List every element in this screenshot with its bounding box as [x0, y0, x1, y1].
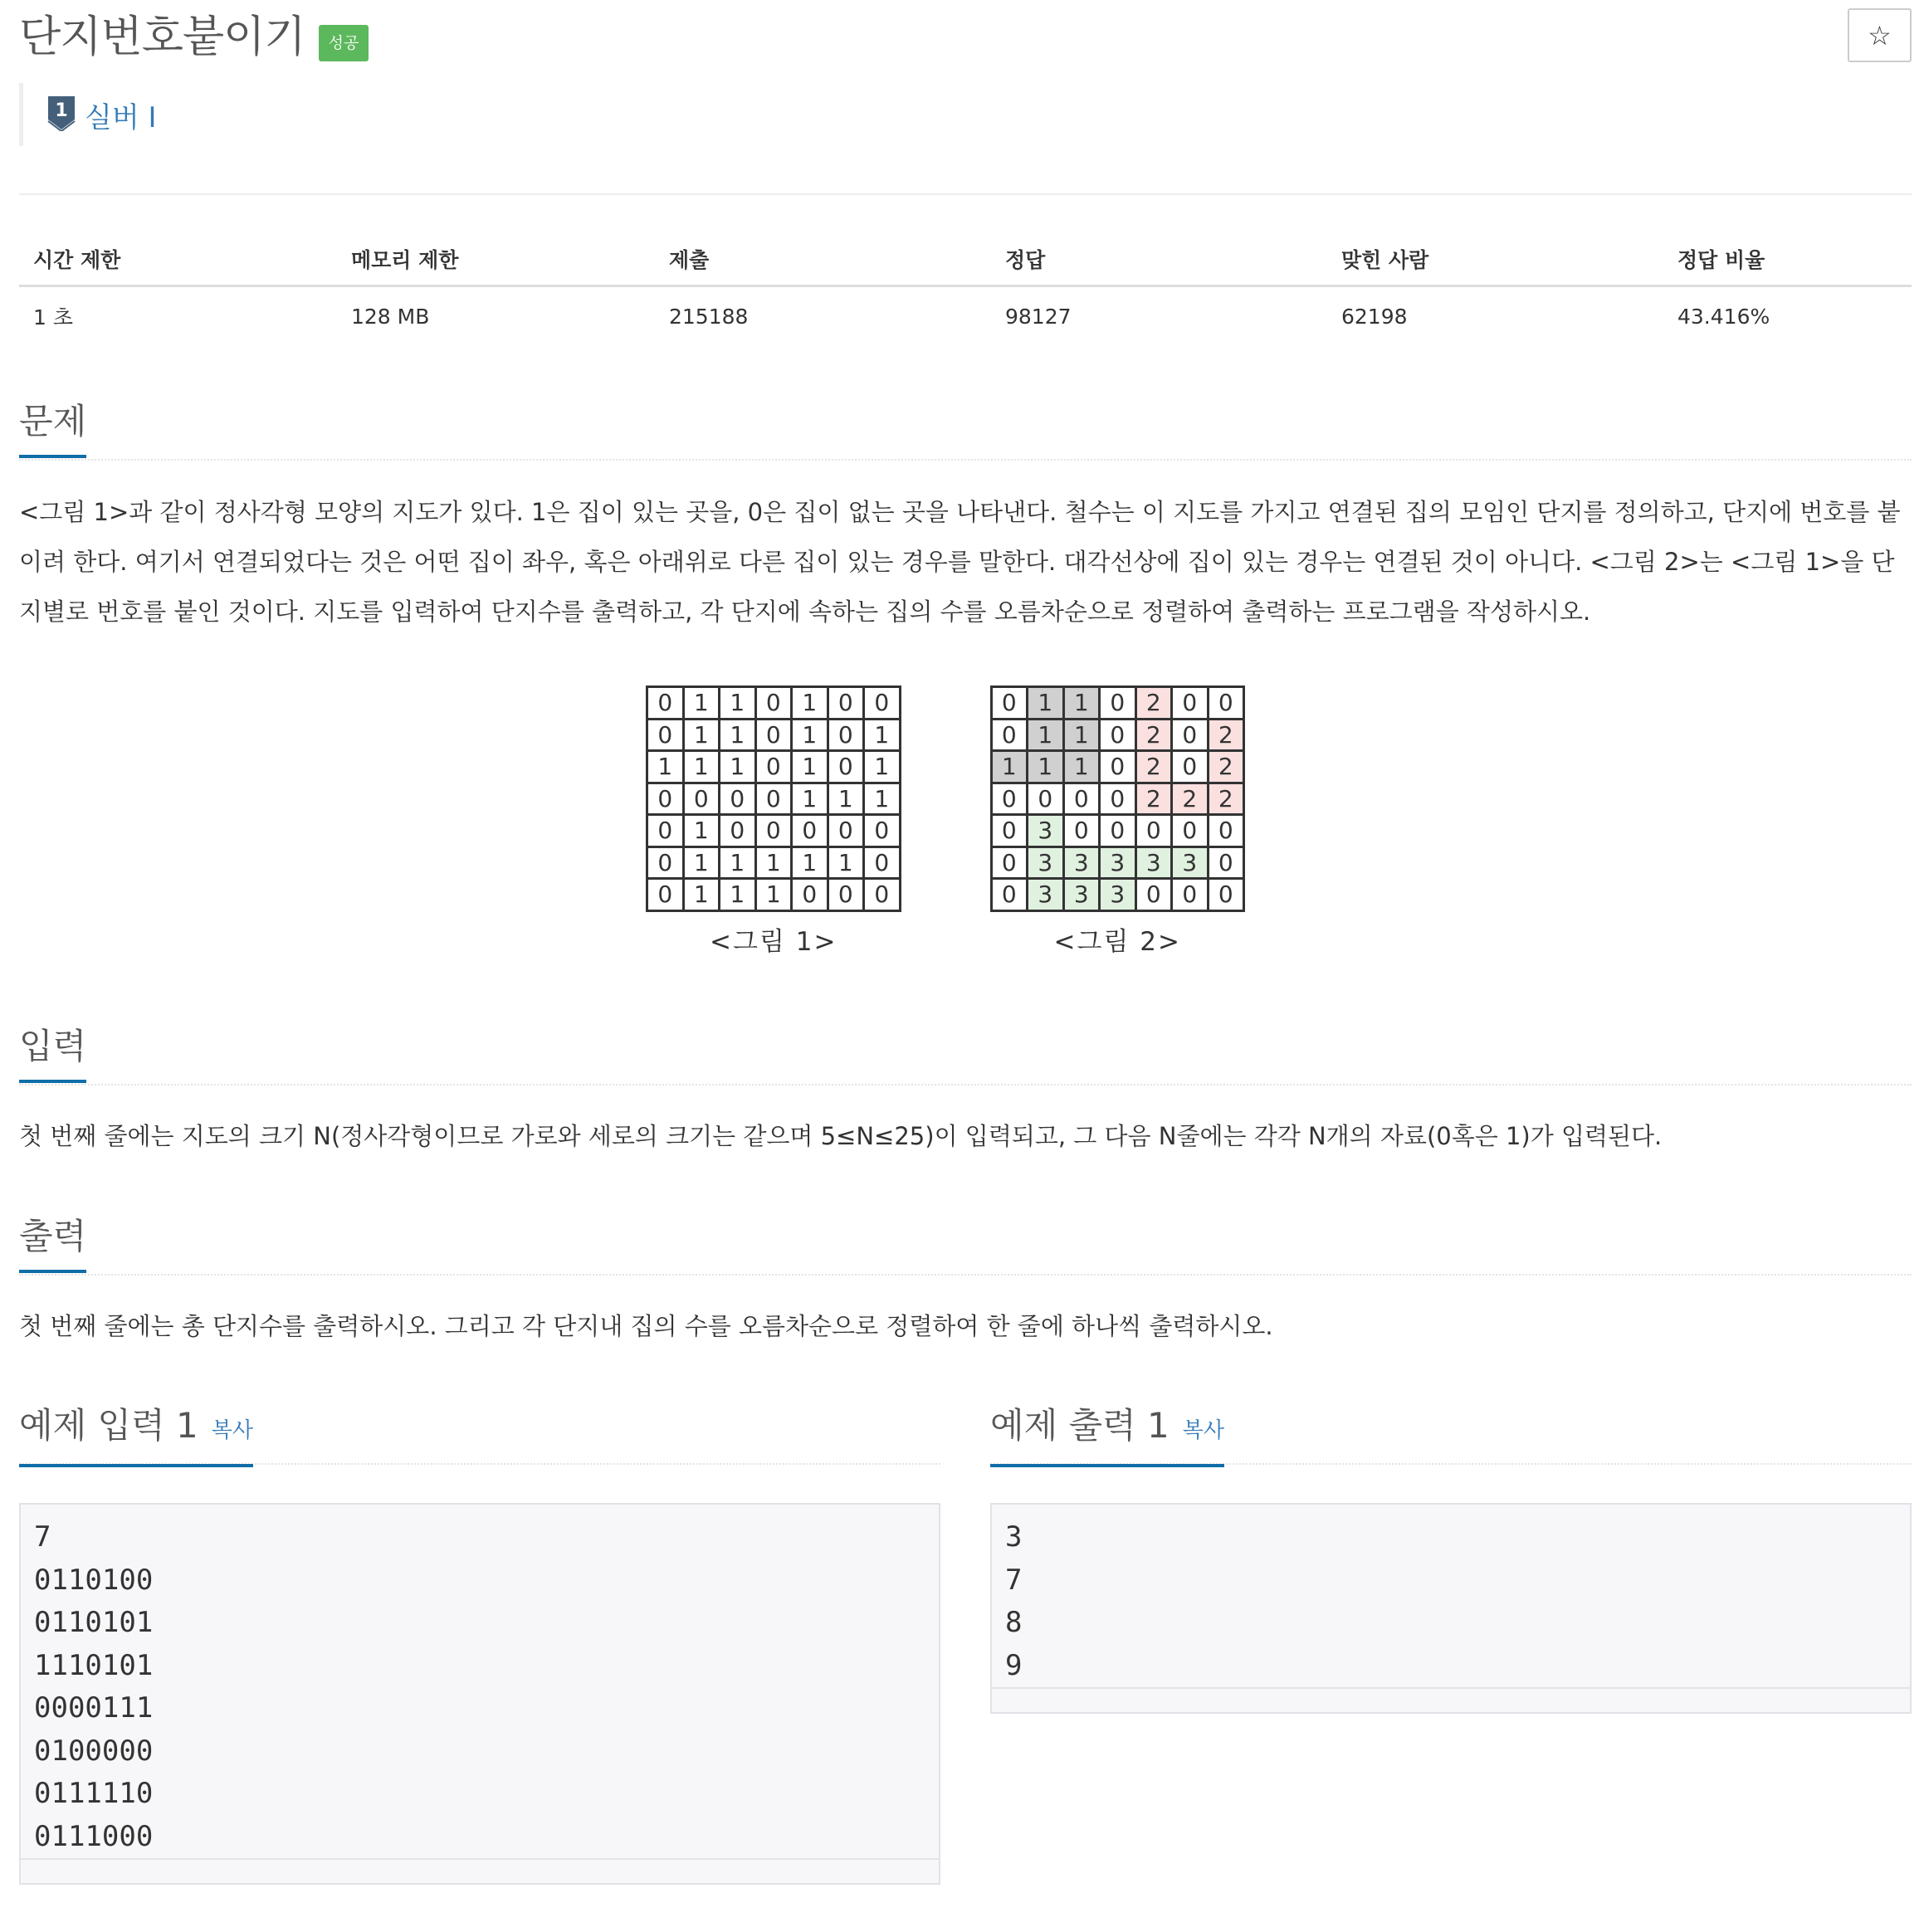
- figure-1-cell-row-cell: 1: [720, 687, 756, 720]
- figure-1-cell-row-cell: 0: [864, 846, 901, 879]
- figure-1-cell-row-cell: 0: [755, 815, 792, 847]
- figure-2-cell-row-cell: 0: [1028, 783, 1064, 815]
- figure-2-cell-row-cell: 1: [1028, 687, 1064, 720]
- figure-1-cell-row-cell: 0: [683, 783, 720, 815]
- figure-1-cell-row-cell: 1: [683, 687, 720, 720]
- figure-1-cell-row-cell: 1: [792, 783, 828, 815]
- figure-2-cell-row-cell: 0: [1063, 783, 1100, 815]
- figure-2-cell-row-cell: 0: [1208, 879, 1244, 911]
- figure-2-cell-row-cell: 2: [1208, 751, 1244, 783]
- figure-2-cell-row-cell: 0: [1063, 815, 1100, 847]
- star-icon: ☆: [1868, 19, 1892, 51]
- figure-1-cell-row-cell: 1: [683, 719, 720, 751]
- figure-1-cell-row-cell: 0: [792, 879, 828, 911]
- figure-1-cell-row-cell: 0: [792, 815, 828, 847]
- figure-2-cell-row-row: [991, 687, 1244, 720]
- figure-1-cell-row-cell: 1: [792, 751, 828, 783]
- sample-output-scrollbar[interactable]: [992, 1687, 1910, 1712]
- figure-1-cell-row-cell: 1: [864, 751, 901, 783]
- figure-2-cell-row-cell: 1: [1063, 687, 1100, 720]
- sample-output-section: [990, 1398, 1912, 1714]
- copy-sample-output-button[interactable]: 복사: [1182, 1418, 1224, 1443]
- figure-2-cell-row-cell: 2: [1208, 719, 1244, 751]
- output-heading: 출력: [19, 1209, 86, 1273]
- stats-header-accepted: 정답: [991, 232, 1327, 286]
- figure-1-cell-row-row: [647, 719, 901, 751]
- figure-1-cell-row-cell: 1: [720, 879, 756, 911]
- stats-header-memory-limit: 메모리 제한: [337, 232, 655, 286]
- figure-2-cell-row-cell: 0: [991, 879, 1028, 911]
- figure-2-cell-row-cell: 2: [1135, 783, 1172, 815]
- problem-section: [19, 394, 1912, 637]
- silver-tier-icon: [46, 95, 76, 134]
- stats-value-memory-limit: 128 MB: [351, 304, 430, 329]
- figure-1-cell-row-row: [647, 846, 901, 879]
- figure-1-cell-row-cell: 0: [828, 719, 864, 751]
- figure-2-cell-row-cell: 0: [991, 687, 1028, 720]
- figure-2-cell-row-cell: 1: [991, 751, 1028, 783]
- figure-1-cell-row-cell: 0: [647, 879, 684, 911]
- problem-description: <그림 1>과 같이 정사각형 모양의 지도가 있다. 1은 집이 있는 곳을, 0은 집이 없는 곳을 나타낸다. 철수는 이 지도를 가지고 연결된 집의 모임인 단지를 정의하고, 단지에 번호를 붙이려 한다. 여기서 연결되었다는 것은 어떤 집이 좌우, 혹은 아래위로 다른 집이 있는 경우를 말한다. 대각선상에 집이 있는 경우는 연결된 것이 아니다. <그림 2>는 <그림 1>을 단지별로 번호를 붙인 것이다. 지도를 입력하여 단지수를 출력하고, 각 단지에 속하는 집의 수를 오름차순으로 정렬하여 출력하는 프로그램을 작성하시오.: [19, 498, 1901, 626]
- figure-1-cell-row-cell: 0: [720, 783, 756, 815]
- figure-1-cell-row-cell: 0: [864, 687, 901, 720]
- stats-value-accepted[interactable]: 98127: [1005, 304, 1072, 329]
- figure-2-cell-row-cell: 0: [1172, 815, 1209, 847]
- figure-1-cell-row-cell: 0: [647, 815, 684, 847]
- figure-2-cell-row-cell: 3: [1028, 846, 1064, 879]
- figure-2-cell-row-row: [991, 846, 1244, 879]
- figure-2-cell-row-cell: 2: [1172, 783, 1209, 815]
- figure-1-cell-row-cell: 1: [792, 846, 828, 879]
- sample-input-text: 7 0110100 0110101 1110101 0000111 0100000 0111110 0111000: [34, 1520, 154, 1853]
- divider: [19, 193, 1912, 195]
- figure-2-cell-row-cell: 0: [1208, 846, 1244, 879]
- figure-1-cell-row-cell: 0: [828, 751, 864, 783]
- figure-1-cell-row-cell: 0: [755, 751, 792, 783]
- sample-input-headline: [19, 1398, 940, 1465]
- input-heading: 입력: [19, 1019, 86, 1083]
- figure-2: [990, 685, 1246, 958]
- sample-output-headline: [990, 1398, 1912, 1465]
- stats-value-ratio: 43.416%: [1677, 304, 1770, 329]
- figure-1-cell-row-row: [647, 783, 901, 815]
- figure-2-cell-row-cell: 1: [1028, 719, 1064, 751]
- figure-1-cell-row-row: [647, 815, 901, 847]
- figure-1-cell-row-cell: 1: [647, 751, 684, 783]
- figure-1-cell-row-cell: 1: [792, 687, 828, 720]
- figure-2-cell-row-cell: 2: [1135, 751, 1172, 783]
- figure-1-cell-row-cell: 1: [828, 846, 864, 879]
- figure-2-cell-row-cell: 0: [1208, 687, 1244, 720]
- figure-1-cell-row-cell: 1: [828, 783, 864, 815]
- sample-input-title: 예제 입력 1: [19, 1405, 198, 1446]
- figure-2-cell-row-cell: 1: [1063, 751, 1100, 783]
- figure-1-cell-row-cell: 0: [720, 815, 756, 847]
- figure-1-cell-row-cell: 0: [647, 846, 684, 879]
- figure-2-cell-row-cell: 0: [1100, 687, 1136, 720]
- figure-2-cell-row-cell: 0: [1100, 783, 1136, 815]
- figure-2-cell-row-cell: 2: [1208, 783, 1244, 815]
- figure-1-cell-row-cell: 1: [755, 879, 792, 911]
- figure-1-cell-row-cell: 0: [755, 687, 792, 720]
- input-description: 첫 번째 줄에는 지도의 크기 N(정사각형이므로 가로와 세로의 크기는 같으며 5≤N≤25)이 입력되고, 그 다음 N줄에는 각각 N개의 자료(0혹은 1)가 입력된다.: [19, 1122, 1663, 1150]
- figure-2-cell-row-cell: 0: [991, 783, 1028, 815]
- figure-1-grid: [646, 685, 901, 912]
- figure-2-cell-row-cell: 3: [1063, 879, 1100, 911]
- sample-input-heading: [19, 1398, 253, 1467]
- sample-input-box[interactable]: [19, 1503, 940, 1885]
- figure-2-cell-row-row: [991, 719, 1244, 751]
- figure-2-cell-row-cell: 2: [1135, 719, 1172, 751]
- figure-2-cell-row-row: [991, 879, 1244, 911]
- sample-output-text: 3 7 8 9: [1005, 1520, 1023, 1682]
- problem-heading: 문제: [19, 394, 86, 458]
- tier-icon-number: 1: [55, 100, 68, 121]
- figure-2-cell-row-cell: 3: [1063, 846, 1100, 879]
- page-title: 단지번호붙이기: [19, 12, 305, 62]
- figure-2-cell-row-cell: 0: [1172, 879, 1209, 911]
- figure-1-cell-row-row: [647, 751, 901, 783]
- figure-2-grid: [990, 685, 1246, 912]
- figure-1-cell-row-cell: 1: [720, 751, 756, 783]
- figure-1-cell-row-cell: 1: [755, 846, 792, 879]
- stats-header-solved-users: 맞힌 사람: [1327, 232, 1663, 286]
- figure-2-cell-row-cell: 0: [1172, 687, 1209, 720]
- copy-sample-input-button[interactable]: 복사: [211, 1418, 253, 1443]
- stats-value-time-limit: 1 초: [33, 305, 74, 329]
- figure-1-cell-row-cell: 1: [864, 783, 901, 815]
- problem-info-table: [19, 232, 1912, 345]
- output-description: 첫 번째 줄에는 총 단지수를 출력하시오. 그리고 각 단지내 집의 수를 오름차순으로 정렬하여 한 줄에 하나씩 출력하시오.: [19, 1312, 1273, 1340]
- figure-1: [646, 685, 901, 958]
- title-row: [19, 8, 369, 66]
- figure-2-cell-row-cell: 0: [1100, 751, 1136, 783]
- sample-input-section: [19, 1398, 940, 1885]
- figure-2-cell-row-row: [991, 751, 1244, 783]
- stats-header-row: [19, 232, 1912, 286]
- figure-2-cell-row-cell: 1: [1028, 751, 1064, 783]
- figure-2-cell-row-cell: 0: [991, 846, 1028, 879]
- figure-2-cell-row-cell: 3: [1028, 879, 1064, 911]
- figure-2-cell-row-cell: 0: [1172, 751, 1209, 783]
- problem-headline: [19, 394, 1912, 461]
- figure-1-cell-row-cell: 1: [683, 879, 720, 911]
- stats-value-row: [19, 286, 1912, 346]
- figure-1-cell-row-cell: 1: [683, 751, 720, 783]
- figure-1-cell-row-cell: 0: [828, 879, 864, 911]
- figure-2-cell-row-cell: 3: [1100, 846, 1136, 879]
- figure-1-cell-row-cell: 0: [828, 815, 864, 847]
- figure-2-cell-row-cell: 3: [1135, 846, 1172, 879]
- favorite-star-button[interactable]: [1848, 8, 1912, 62]
- stats-header-submissions: 제출: [655, 232, 991, 286]
- figures: [646, 685, 1245, 958]
- figure-2-cell-row-cell: 0: [1135, 879, 1172, 911]
- sample-output-heading: [990, 1398, 1224, 1467]
- stats-value-solved-users[interactable]: 62198: [1341, 304, 1408, 329]
- figure-1-cell-row-cell: 1: [864, 719, 901, 751]
- input-section: [19, 1019, 1912, 1161]
- figure-1-cell-row-cell: 0: [755, 783, 792, 815]
- figure-1-cell-row-cell: 0: [828, 687, 864, 720]
- figure-1-cell-row-row: [647, 687, 901, 720]
- figure-1-cell-row-cell: 1: [720, 846, 756, 879]
- output-headline: [19, 1209, 1912, 1276]
- tier-link[interactable]: 실버 I: [85, 100, 157, 134]
- sample-output-title: 예제 출력 1: [990, 1405, 1170, 1446]
- sample-input-scrollbar[interactable]: [21, 1858, 939, 1883]
- stats-header-ratio: 정답 비율: [1663, 232, 1912, 286]
- figure-2-cell-row-cell: 1: [1063, 719, 1100, 751]
- status-badge: 성공: [319, 25, 369, 61]
- figure-1-cell-row-cell: 0: [647, 783, 684, 815]
- figure-1-cell-row-cell: 1: [720, 719, 756, 751]
- figure-1-cell-row-cell: 1: [683, 846, 720, 879]
- figure-2-cell-row-cell: 3: [1100, 879, 1136, 911]
- input-headline: [19, 1019, 1912, 1086]
- figure-2-cell-row-cell: 0: [1100, 719, 1136, 751]
- output-section: [19, 1209, 1912, 1351]
- figure-1-cell-row-cell: 0: [647, 719, 684, 751]
- figure-2-cell-row-cell: 0: [1172, 719, 1209, 751]
- sample-output-box[interactable]: [990, 1503, 1912, 1714]
- figure-1-cell-row-cell: 0: [864, 815, 901, 847]
- figure-2-cell-row-cell: 3: [1172, 846, 1209, 879]
- figure-2-cell-row-cell: 0: [1208, 815, 1244, 847]
- figure-2-cell-row-cell: 3: [1028, 815, 1064, 847]
- figure-2-cell-row-cell: 2: [1135, 687, 1172, 720]
- figure-2-cell-row-cell: 0: [1100, 815, 1136, 847]
- figure-2-caption: <그림 2>: [1053, 926, 1181, 957]
- figure-2-cell-row-cell: 0: [1135, 815, 1172, 847]
- tier-box: [19, 83, 157, 146]
- figure-2-cell-row-row: [991, 815, 1244, 847]
- figure-1-cell-row-cell: 1: [683, 815, 720, 847]
- figure-1-caption: <그림 1>: [710, 926, 837, 957]
- stats-value-submissions[interactable]: 215188: [669, 304, 749, 329]
- figure-2-cell-row-row: [991, 783, 1244, 815]
- stats-header-time-limit: 시간 제한: [19, 232, 337, 286]
- figure-1-cell-row-cell: 0: [647, 687, 684, 720]
- figure-1-cell-row-cell: 1: [792, 719, 828, 751]
- figure-1-cell-row-row: [647, 879, 901, 911]
- figure-1-cell-row-cell: 0: [755, 719, 792, 751]
- figure-2-cell-row-cell: 0: [991, 719, 1028, 751]
- figure-2-cell-row-cell: 0: [991, 815, 1028, 847]
- figure-1-cell-row-cell: 0: [864, 879, 901, 911]
